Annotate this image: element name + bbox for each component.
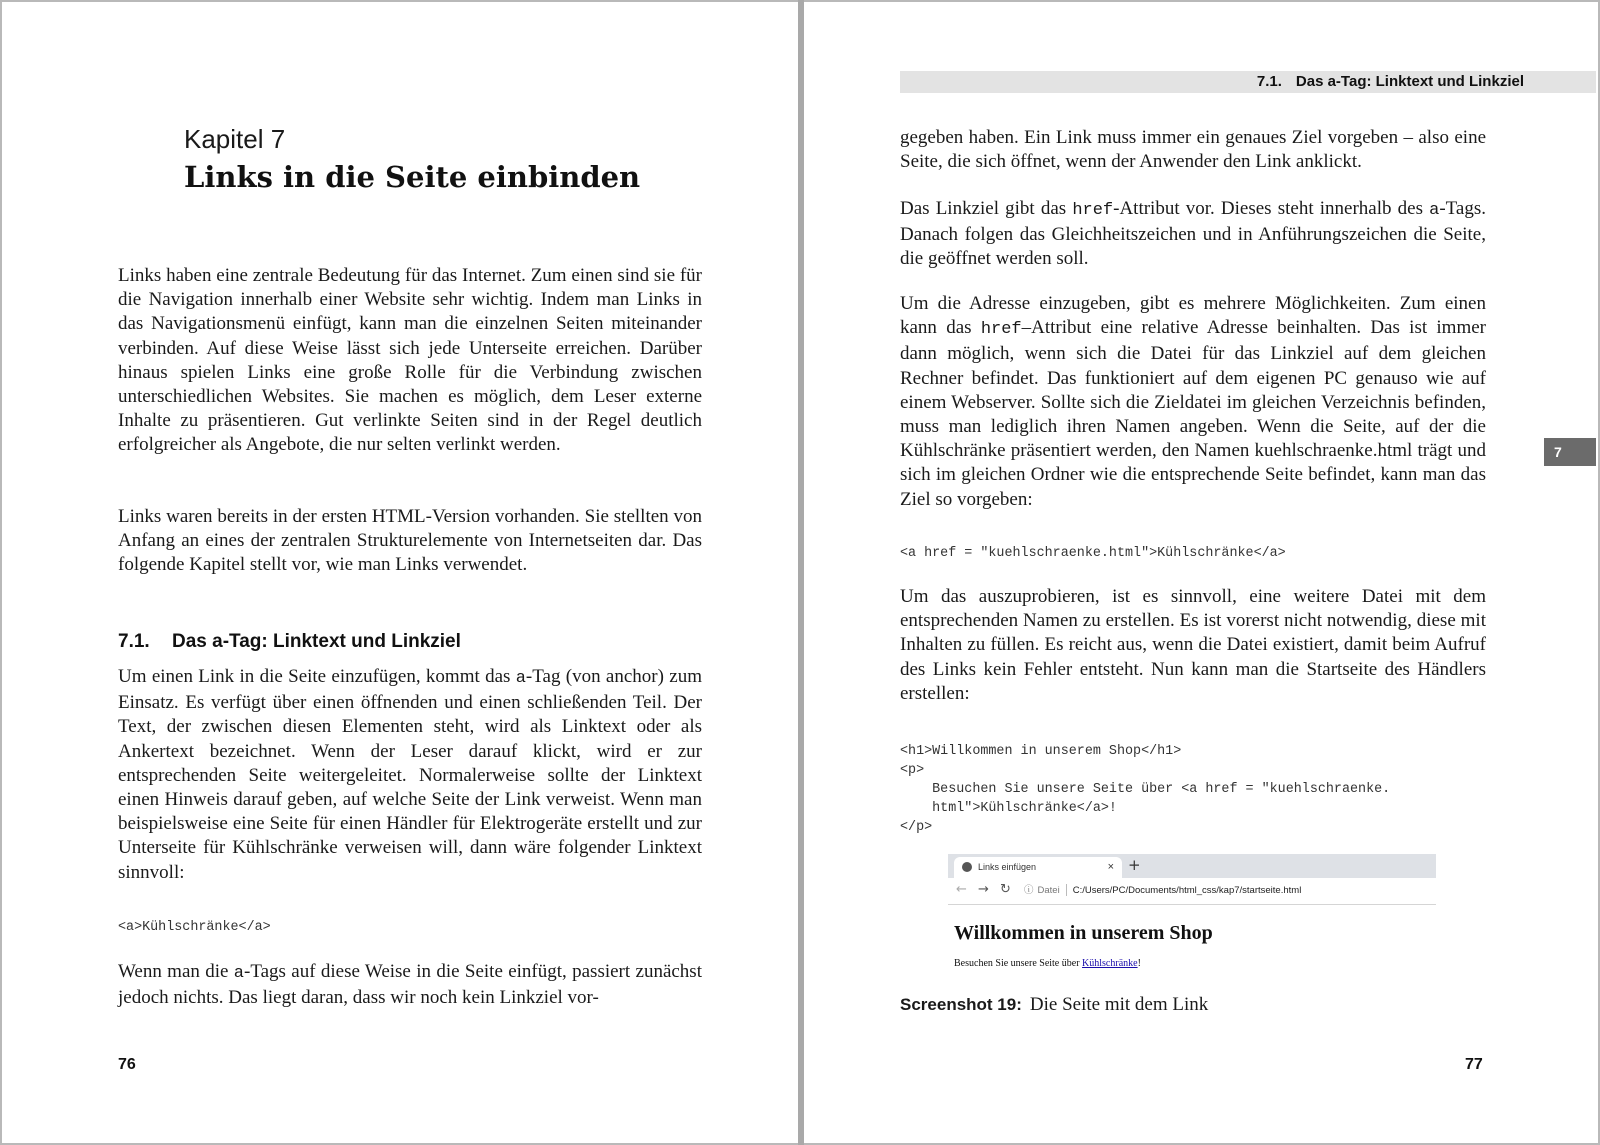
browser-tab (954, 857, 1122, 878)
running-header-title: Das a-Tag: Linktext und Linkziel (1295, 73, 1524, 90)
figure-caption (900, 994, 1208, 1016)
inline-code: a (233, 964, 244, 983)
browser-toolbar (948, 878, 1436, 905)
caption-label: Screenshot 19: (900, 995, 1022, 1014)
paragraph-continued: gegeben haben. Ein Link muss immer ein genaues Ziel vorgeben – also eine Seite, die sich öffnet, wenn der Anwender den Link anklickt. (900, 127, 1486, 173)
paragraph-tryout: Um das auszuprobieren, ist es sinnvoll, eine weitere Datei mit dem entsprechenden Namen zu erstellen. Es ist vorerst nicht notwendig, diese mit Inhalten zu füllen. Es reicht aus, wenn die Datei existiert, damit beim Aufruf des Links kein Fehler entsteht. Nun kann man die Startseite des Händlers erstellen: (900, 586, 1486, 704)
right-page (804, 0, 1600, 1145)
intro-paragraph-2: Links waren bereits in der ersten HTML-Version vorhanden. Sie stellten von Anfang an eines der zentralen Strukturelemente von Internetseiten dar. Das folgende Kapitel stellt vor, wie man Links verwendet. (118, 506, 702, 576)
intro-paragraph-1: Links haben eine zentrale Bedeutung für das Internet. Zum einen sind sie für die Navigation innerhalb einer Website sehr wichtig. Indem man Links in das Navigationsmenü einfügt, kann man die einzelnen Seiten miteinander verbinden. Auf diese Weise lässt sich jede Unterseite erreichen. Darüber hinaus spielen Links eine große Rolle für die Verbindung zwischen unterschiedlichen Websites. Sie machen es möglich, dem Leser externe Inhalte zu präsentieren. Gut verlinkte Seiten sind in der Regel deutlich erfolgreicher als Angebote, die nur selten verlinkt werden. (118, 265, 702, 456)
page-number: 76 (118, 1056, 136, 1073)
running-header (900, 71, 1596, 93)
back-arrow-icon: ← (956, 882, 967, 897)
code-snippet: <a href = "kuehlschraenke.html">Kühlschränke</a> (900, 546, 1286, 561)
chapter-title: Links in die Seite einbinden (184, 160, 641, 194)
text-run: Um die Adresse einzugeben, gibt es mehrere Möglichkeiten. Zum einen kann das (900, 293, 1486, 339)
text-run: -Attribut vor. Dieses steht innerhalb des (1113, 198, 1430, 219)
section-paragraph-1 (118, 665, 702, 885)
inline-code: href (980, 320, 1022, 340)
section-paragraph-2 (118, 960, 702, 1010)
browser-tab-bar (948, 854, 1436, 878)
paragraph-address (900, 292, 1486, 512)
new-tab-icon: + (1128, 856, 1141, 874)
code-block: <h1>Willkommen in unserem Shop</h1> <p> Besuchen Sie unsere Seite über <a href = "kuehlschraenke. html">Kühlschränke</a>! </p> (900, 744, 1391, 835)
paragraph-href (900, 197, 1486, 272)
text-run: Besuchen Sie unsere Seite über (954, 958, 1083, 969)
code-snippet: <a>Kühlschränke</a> (118, 920, 271, 935)
browser-link: Kühlschränke (1082, 958, 1138, 969)
section-heading (118, 631, 461, 653)
text-run: –Attribut eine relative Adresse beinhalten. Das ist immer dann möglich, wenn sich die Datei für das Linkziel auf dem gleichen Rechner befindet. Das funktioniert auf dem eigenen PC genauso wie auf einem Webserver. Sollte sich die Zieldatei im gleichen Verzeichnis befinden, muss man lediglich ihren Namen angeben. Wenn die Seite, auf der die Kühlschränke präsentiert werden, den Namen kuehlschraenke.html trägt und sich im gleichen Ordner wie die entsprechende Seite befindet, kann man das Ziel so vorgeben: (900, 317, 1486, 510)
address-separator (1066, 884, 1067, 896)
browser-tab-title: Links einfügen (978, 862, 1037, 872)
address-protocol: Datei (1037, 885, 1060, 896)
address-bar (1024, 881, 1416, 901)
inline-code: href (1072, 201, 1114, 220)
info-icon: ⓘ (1024, 885, 1034, 896)
address-path: C:/Users/PC/Documents/html_css/kap7/startseite.html (1072, 885, 1302, 896)
section-number: 7.1. (118, 631, 150, 652)
reload-icon: ↻ (1000, 882, 1011, 897)
browser-screenshot (948, 854, 1436, 976)
text-run: Wenn man die (118, 961, 234, 982)
globe-icon (962, 862, 972, 872)
left-page (0, 0, 798, 1145)
forward-arrow-icon: → (978, 882, 989, 897)
browser-heading: Willkommen in unserem Shop (954, 922, 1213, 944)
text-run: Das Linkziel gibt das (900, 198, 1073, 219)
page-number: 77 (1465, 1056, 1483, 1073)
chapter-thumb-tab: 7 (1544, 438, 1596, 466)
text-run: -Tags. Danach folgen das Gleichheitszeichen und in Anführungszeichen die Seite, die geöffnet werden soll. (900, 198, 1486, 270)
text-run: ! (1137, 958, 1141, 969)
text-run: Um einen Link in die Seite einzufügen, kommt das (118, 666, 516, 687)
text-run: -Tag (von anchor) zum Einsatz. Es verfügt über einen öffnenden und einen schließenden Teil. Der Text, der zwischen diesen Elementen steht, wird als Linktext oder als Ankertext bezeichnet. Wenn der Leser darauf klickt, wird er zur entsprechenden Seite weitergeleitet. Normalerweise sollte der Linktext einen Hinweis darauf geben, auf welche Seite der Link verweist. Wenn man beispielsweise eine Seite für einen Händler für Elektrogeräte erstellt und zur Unterseite für Kühlschränke verweisen will, dann wäre folgender Linktext sinnvoll: (118, 666, 702, 883)
close-icon: × (1107, 861, 1114, 873)
inline-code: a (1429, 201, 1440, 220)
inline-code: a (515, 669, 526, 688)
caption-text: Die Seite mit dem Link (1029, 994, 1209, 1015)
browser-paragraph (954, 958, 1141, 969)
chapter-label: Kapitel 7 (184, 124, 286, 154)
section-title: Das a-Tag: Linktext und Linkziel (172, 631, 461, 652)
text-run: -Tags auf diese Weise in die Seite einfügt, passiert zunächst jedoch nichts. Das liegt daran, dass wir noch kein Linkziel vor- (118, 961, 702, 1009)
running-header-number: 7.1. (1256, 73, 1282, 90)
